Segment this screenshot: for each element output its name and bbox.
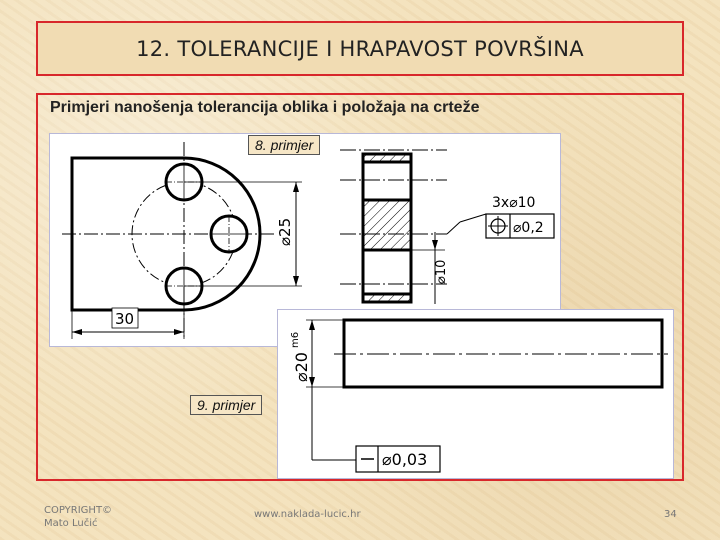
footer-url: www.naklada-lucic.hr [254,509,361,520]
section-hatch-mid [363,200,411,250]
copyright-line1: COPYRIGHT© [44,505,113,516]
footer-copyright [44,504,112,530]
content-box [36,93,684,481]
leader-line [447,222,460,234]
copyright-line2: Mato Lučić [44,518,98,529]
example-9-label: 9. primjer [190,395,262,415]
dim-phi10: ⌀10 [434,259,449,284]
hole-note: 3x⌀10 [492,195,536,211]
dim-phi25: ⌀25 [276,217,294,246]
position-tolerance-value: ⌀0,2 [513,220,544,236]
dim-30: 30 [115,310,135,328]
straightness-tolerance-value: ⌀0,03 [382,450,428,469]
page-number: 34 [664,509,677,520]
drawing-9 [278,310,673,478]
slide-title: 12. TOLERANCIJE I HRAPAVOST POVRŠINA [136,36,584,61]
example-8-label: 8. primjer [248,135,320,155]
dim-phi20: ⌀20 [292,352,311,382]
title-box [36,21,684,76]
dim-fit: m6 [290,331,301,348]
slide-subtitle: Primjeri nanošenja tolerancija oblika i položaja na crteže [50,99,480,116]
drawing-9-panel [277,309,674,479]
